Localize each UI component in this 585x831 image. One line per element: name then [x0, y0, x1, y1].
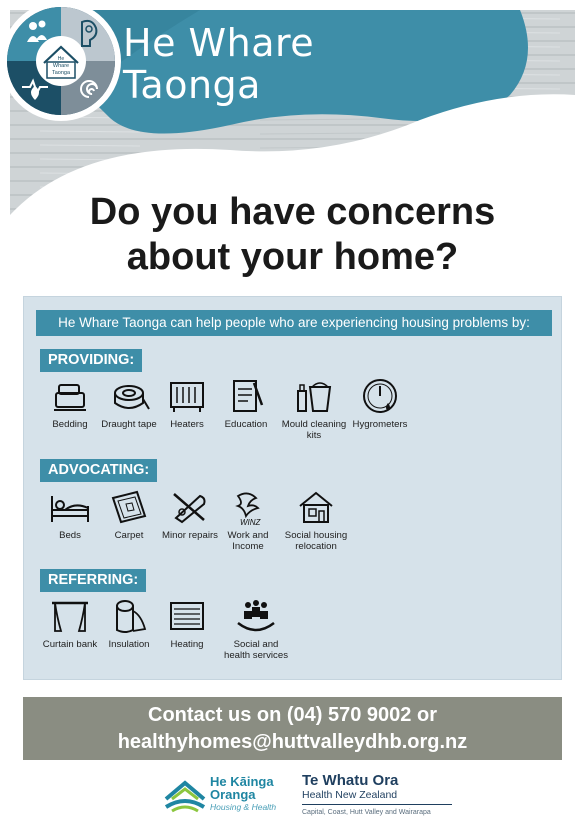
notepad-icon — [224, 377, 268, 417]
item-label: Social and health services — [224, 639, 288, 661]
item-label: Minor repairs — [162, 530, 218, 541]
item-education — [211, 377, 281, 430]
tools-icon — [168, 488, 212, 528]
heating-icon — [165, 597, 209, 637]
item-label: Insulation — [108, 639, 150, 650]
svg-text:WINZ: WINZ — [240, 518, 261, 527]
headline-line-1: Do you have concerns — [89, 191, 496, 233]
item-label: Bedding — [52, 419, 88, 430]
item-label: Carpet — [114, 530, 144, 541]
item-label: Heaters — [170, 419, 204, 430]
house-icon — [294, 488, 338, 528]
contact-banner — [23, 697, 562, 760]
item-social-and-health-services — [221, 597, 291, 661]
item-hygrometers — [345, 377, 415, 430]
item-label: Work and Income — [227, 530, 269, 552]
brand-line-1: He Whare — [123, 21, 315, 65]
contact-email-link[interactable]: healthyhomes@huttvalleydhb.org.nz — [117, 731, 468, 753]
contact-phone-line: Contact us on (04) 570 9002 or — [148, 704, 437, 726]
hko-subtitle: Housing & Health — [210, 802, 277, 812]
hko-line-2: Oranga — [210, 787, 256, 802]
heater-icon — [165, 377, 209, 417]
bedding-icon — [48, 377, 92, 417]
item-work-and-income — [213, 488, 283, 552]
item-mould-cleaning-kits — [279, 377, 349, 441]
item-heating — [152, 597, 222, 650]
item-label: Mould cleaning kits — [281, 419, 347, 441]
tape-icon — [107, 377, 151, 417]
brand-line-2: Taonga — [123, 63, 261, 107]
page-headline — [0, 190, 585, 280]
cleaning-kit-icon — [292, 377, 336, 417]
section-referring-title: REFERRING: — [40, 569, 146, 592]
item-label: Education — [224, 419, 268, 430]
hko-line-1: He Kāinga — [210, 774, 274, 789]
section-providing-title: PROVIDING: — [40, 349, 142, 372]
item-social-housing-relocation — [281, 488, 351, 552]
he-whare-taonga-logo-icon — [0, 0, 122, 122]
section-advocating-title: ADVOCATING: — [40, 459, 157, 482]
he-kainga-oranga-icon — [162, 777, 208, 817]
he-kainga-oranga-logo — [162, 773, 282, 819]
services-panel — [23, 296, 562, 680]
svg-text:He: He — [57, 56, 65, 62]
region-caption: Capital, Coast, Hutt Valley and Wairarapa — [302, 809, 431, 816]
headline-line-2: about your home? — [126, 236, 459, 278]
winz-icon — [226, 488, 270, 528]
people-care-icon — [234, 597, 278, 637]
hygrometer-icon — [358, 377, 402, 417]
svg-text:Whare: Whare — [52, 63, 70, 69]
insulation-icon — [107, 597, 151, 637]
he-kainga-oranga-text — [210, 775, 276, 814]
item-label: Draught tape — [101, 419, 157, 430]
item-carpet — [94, 488, 164, 541]
carpet-icon — [107, 488, 151, 528]
te-whatu-ora-logo — [302, 773, 452, 819]
item-label: Hygrometers — [352, 419, 408, 430]
te-whatu-ora-title: Te Whatu Ora — [302, 772, 399, 789]
curtain-icon — [48, 597, 92, 637]
item-label: Social housing relocation — [284, 530, 348, 552]
health-nz-subtitle: Health New Zealand — [302, 789, 452, 805]
svg-text:Taonga: Taonga — [51, 70, 71, 76]
bed-icon — [48, 488, 92, 528]
item-label: Heating — [170, 639, 204, 650]
item-label: Curtain bank — [42, 639, 98, 650]
item-label: Beds — [59, 530, 81, 541]
services-banner: He Whare Taonga can help people who are experiencing housing problems by: — [36, 310, 552, 336]
brand-title — [123, 22, 314, 106]
